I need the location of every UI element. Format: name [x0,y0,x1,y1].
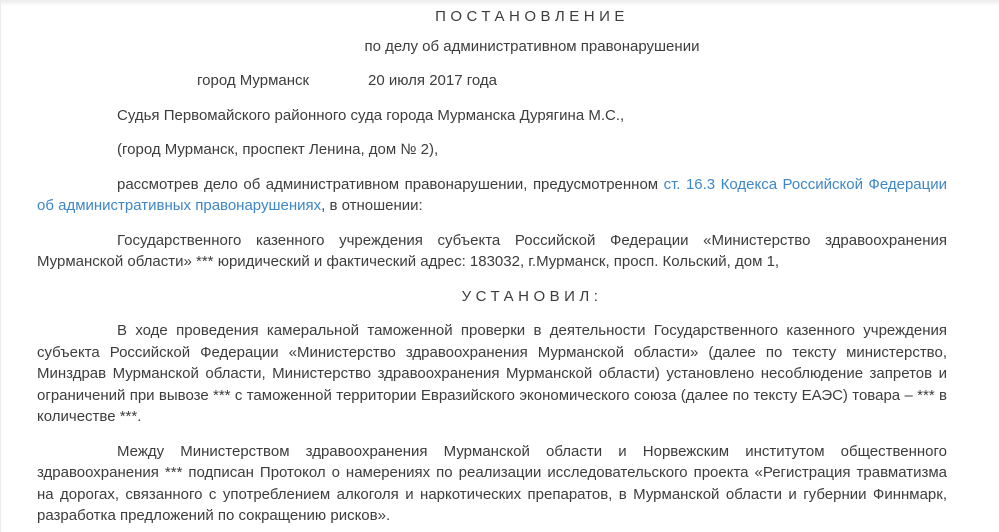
city-date-row [37,70,947,92]
court-address-line: (город Мурманск, проспект Ленина, дом № 2), [117,141,439,158]
date-label: 20 июля 2017 года [368,72,497,89]
considered-text-before: рассмотрев дело об административном правонарушении, предусмотренном [117,175,664,193]
facts-paragraph-1: В ходе проведения камеральной таможенной проверки в деятельности Государственного казенного учреждения субъекта Российской Федерации «Министерство здравоохранения Мурманской области» (далее по тексту министерство, Минздрав Мурманской области, Министерство здравоохранения Мурманской области) установлено несоблюдение запретов и ограничений при вывозе *** с таможенной территории Евразийского экономического союза (далее по тексту ЕАЭС) товара – *** в количестве ***. [37,322,947,425]
established-heading: УСТАНОВИЛ: [461,287,603,305]
defendant-paragraph: Государственного казенного учреждения субъекта Российской Федерации «Министерство здравоохранения Мурманской области» *** юридический и фактический адрес: 183032, г.Мурманск, просп. Кольский, дом 1, [37,231,947,270]
document-title: ПОСТАНОВЛЕНИЕ [435,8,629,25]
city-label: город Мурманск [197,72,310,89]
law-article-link[interactable]: ст. 16.3 Кодекса Российской Федерации об административных правонарушениях [37,175,947,214]
facts-paragraph-2: Между Министерством здравоохранения Мурманской области и Норвежским институтом общественного здравоохранения *** подписан Протокол о намерениях по реализации исследовательского проекта «Регистрация травматизма на дорогах, связанного с употреблением алкоголя и наркотических препаратов, в Мурманской области и губернии Финнмарк, разработка предложений по сокращению рисков». [37,442,947,524]
considered-paragraph [37,174,947,217]
judge-line: Судья Первомайского районного суда города Мурманска Дурягина М.С., [117,106,625,124]
document-subtitle: по делу об административном правонарушении [364,37,700,55]
considered-text-after: , в отношении: [321,197,423,214]
